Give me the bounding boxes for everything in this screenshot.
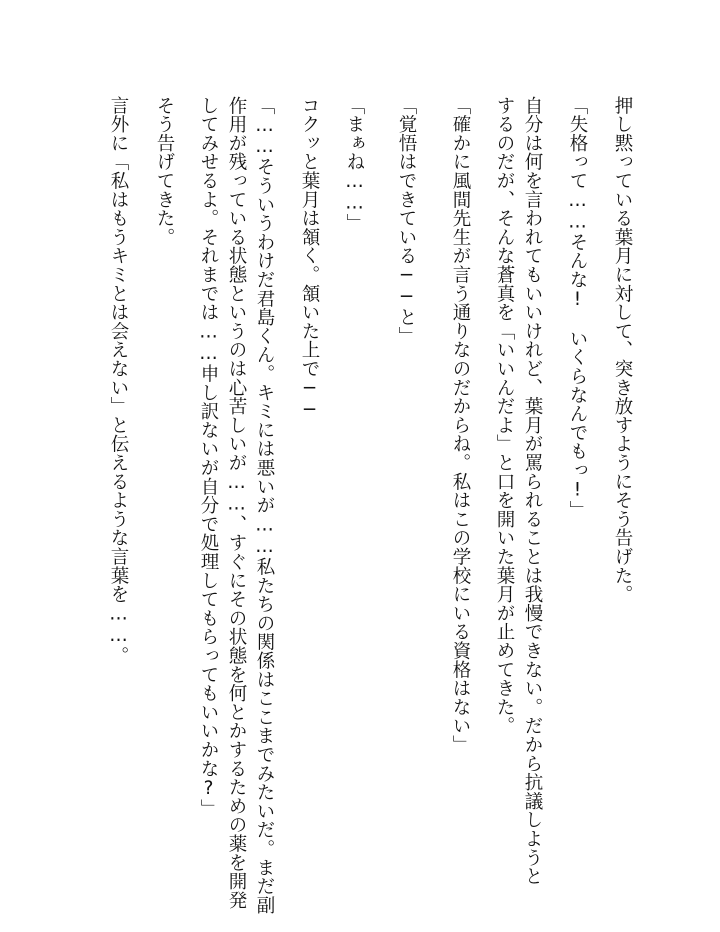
text-line-12: そう告げてきた。 [154,96,175,247]
text-line-9: 「……そういうわけだ君島くん。キミには悪いが……私たちの関係はここまでみたいだ。まだ副 [254,96,275,915]
text-line-13: 言外に「私はもうキミとは会えない」と伝えるような言葉を……。 [108,96,129,665]
text-line-2: 「失格って……そんな! いくらなんでもっ!」 [567,96,588,520]
text-line-10: 作用が残っている状態というのは心苦しいが……、すぐにその状態を何とかするための薬を開発 [226,96,247,910]
text-line-6: 「覚悟はできている──と」 [396,96,417,346]
text-line-5: 「確かに風間先生が言う通りなのだからね。私はこの学校にいる資格はない」 [450,96,471,754]
text-line-11: してみせるよ。それまでは……申し訳ないが自分で処理してもらってもいいかな?」 [198,96,219,818]
text-line-8: コクッと葉月は頷く。頷いた上で── [299,96,320,421]
text-line-4: するのだが、そんな蒼真を「いいんだよ」と口を開いた葉月が止めてきた。 [494,96,515,736]
text-line-1: 押し黙っている葉月に対して、突き放すようにそう告げた。 [612,96,633,604]
text-line-7: 「まぁね……」 [344,96,365,233]
text-line-3: 自分は何を言われてもいいけれど、葉月が罵られることは我慢できない。だから抗議しようと [522,96,543,886]
